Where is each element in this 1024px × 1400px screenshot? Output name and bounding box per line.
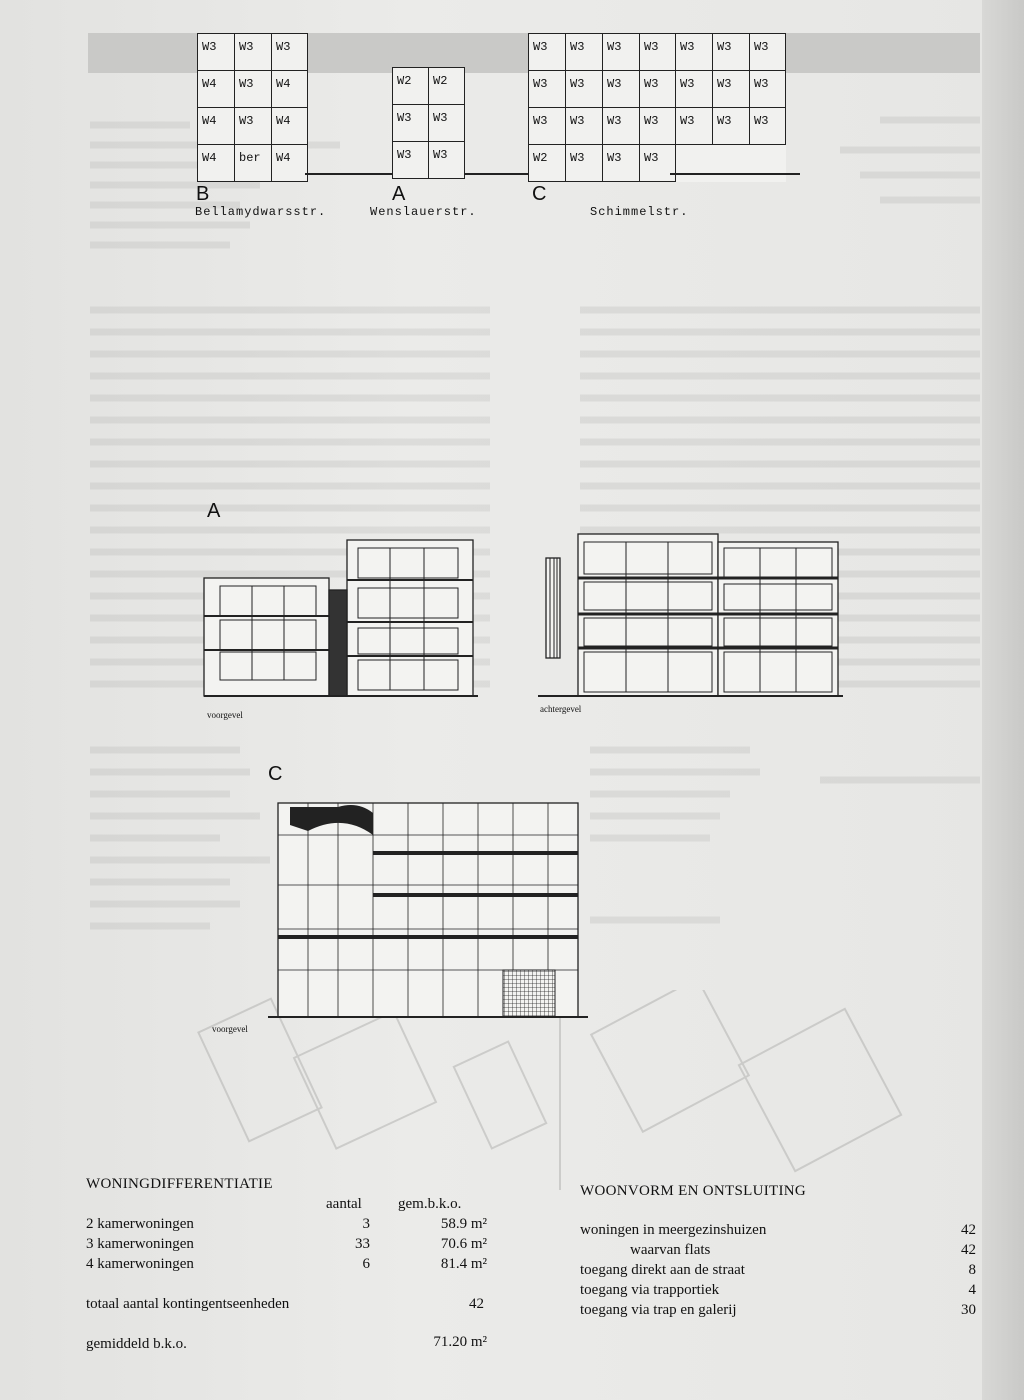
unit-cell: W4 [272, 145, 308, 182]
unit-cell: W3 [198, 34, 235, 71]
total-value: 42 [469, 1296, 484, 1312]
unit-cell: W3 [640, 108, 676, 145]
item-label: toegang direkt aan de straat [580, 1262, 745, 1278]
unit-cell: W4 [198, 71, 235, 108]
unit-cell: W3 [676, 108, 713, 145]
unit-cell: W3 [603, 34, 640, 71]
unit-cell: W3 [529, 71, 566, 108]
row-area: 81.4 m² [440, 1256, 487, 1272]
block-c-baseline [670, 173, 800, 175]
unit-cell: W3 [393, 142, 429, 179]
unit-cell: W3 [235, 71, 272, 108]
unit-cell: W3 [713, 71, 750, 108]
row-label: 2 kamerwoningen [86, 1216, 194, 1232]
woningdifferentiatie-title: WONINGDIFFERENTIATIE [86, 1176, 273, 1192]
unit-cell: W3 [393, 105, 429, 142]
col-header-area: gem.b.k.o. [398, 1196, 462, 1212]
unit-cell: W2 [393, 68, 429, 105]
unit-cell: W3 [429, 142, 465, 179]
item-value: 42 [961, 1222, 976, 1238]
unit-cell: W3 [713, 108, 750, 145]
elevation-a-front-caption: voorgevel [207, 710, 243, 720]
item-value: 42 [961, 1242, 976, 1258]
item-label: toegang via trap en galerij [580, 1302, 737, 1318]
unit-cell: W3 [676, 34, 713, 71]
unit-cell: W3 [640, 34, 676, 71]
unit-cell: W3 [603, 108, 640, 145]
unit-cell: W3 [750, 71, 786, 108]
unit-cell: W3 [713, 34, 750, 71]
woonvorm-title: WOONVORM EN ONTSLUITING [580, 1183, 807, 1199]
row-count: 3 [362, 1216, 370, 1232]
unit-cell: W4 [272, 71, 308, 108]
unit-cell: W3 [566, 71, 603, 108]
unit-cell: W3 [272, 34, 308, 71]
unit-cell: W3 [529, 34, 566, 71]
unit-cell: W3 [603, 145, 640, 182]
item-label: woningen in meergezinshuizen [580, 1222, 767, 1238]
row-count: 33 [355, 1236, 370, 1252]
unit-cell: ber [235, 145, 272, 182]
col-header-count: aantal [326, 1196, 362, 1212]
unit-cell: W3 [235, 108, 272, 145]
unit-cell: W3 [640, 145, 676, 182]
unit-cell: W3 [640, 71, 676, 108]
unit-cell: W3 [750, 108, 786, 145]
unit-cell: W3 [566, 108, 603, 145]
elevation-c-front-caption: voorgevel [212, 1024, 248, 1034]
item-label: toegang via trapportiek [580, 1282, 720, 1298]
item-label: waarvan flats [630, 1242, 711, 1258]
item-value: 4 [968, 1282, 976, 1298]
avg-label: gemiddeld b.k.o. [86, 1336, 187, 1352]
block-c-label: C [532, 183, 547, 205]
unit-cell: W2 [429, 68, 465, 105]
block-a-street: Wenslauerstr. [370, 205, 477, 219]
unit-cell: W3 [750, 34, 786, 71]
unit-cell: W3 [603, 71, 640, 108]
unit-cell: W3 [235, 34, 272, 71]
unit-cell: W3 [566, 145, 603, 182]
row-area: 70.6 m² [440, 1236, 487, 1252]
unit-cell: W4 [198, 108, 235, 145]
elevation-a-rear-caption: achtergevel [540, 704, 582, 714]
total-label: totaal aantal kontingentseenheden [86, 1296, 290, 1312]
unit-cell: W2 [529, 145, 566, 182]
unit-cell: W3 [529, 108, 566, 145]
row-count: 6 [362, 1256, 370, 1272]
elevation-a-front [198, 528, 490, 700]
block-a-label: A [392, 183, 406, 205]
avg-value: 71.20 m² [433, 1334, 487, 1350]
item-value: 30 [961, 1302, 976, 1318]
block-c-grid [528, 33, 786, 182]
block-b-street: Bellamydwarsstr. [195, 205, 327, 219]
block-b-baseline [305, 173, 395, 175]
block-a-baseline [465, 173, 530, 175]
row-area: 58.9 m² [440, 1216, 487, 1232]
elevation-c-front [268, 795, 588, 1020]
block-b-grid [197, 33, 308, 182]
unit-cell: W4 [198, 145, 235, 182]
row-label: 4 kamerwoningen [86, 1256, 194, 1272]
unit-cell: W3 [676, 71, 713, 108]
unit-cell: W3 [429, 105, 465, 142]
elevation-c-label: C [268, 763, 283, 785]
elevation-a-rear [538, 528, 843, 700]
item-value: 8 [968, 1262, 976, 1278]
block-a-grid [392, 67, 465, 179]
block-c-street: Schimmelstr. [590, 205, 689, 219]
unit-cell: W3 [566, 34, 603, 71]
block-b-label: B [196, 183, 210, 205]
showthrough-map [180, 990, 980, 1190]
elevation-a-label: A [207, 500, 221, 522]
unit-cell: W4 [272, 108, 308, 145]
row-label: 3 kamerwoningen [86, 1236, 194, 1252]
